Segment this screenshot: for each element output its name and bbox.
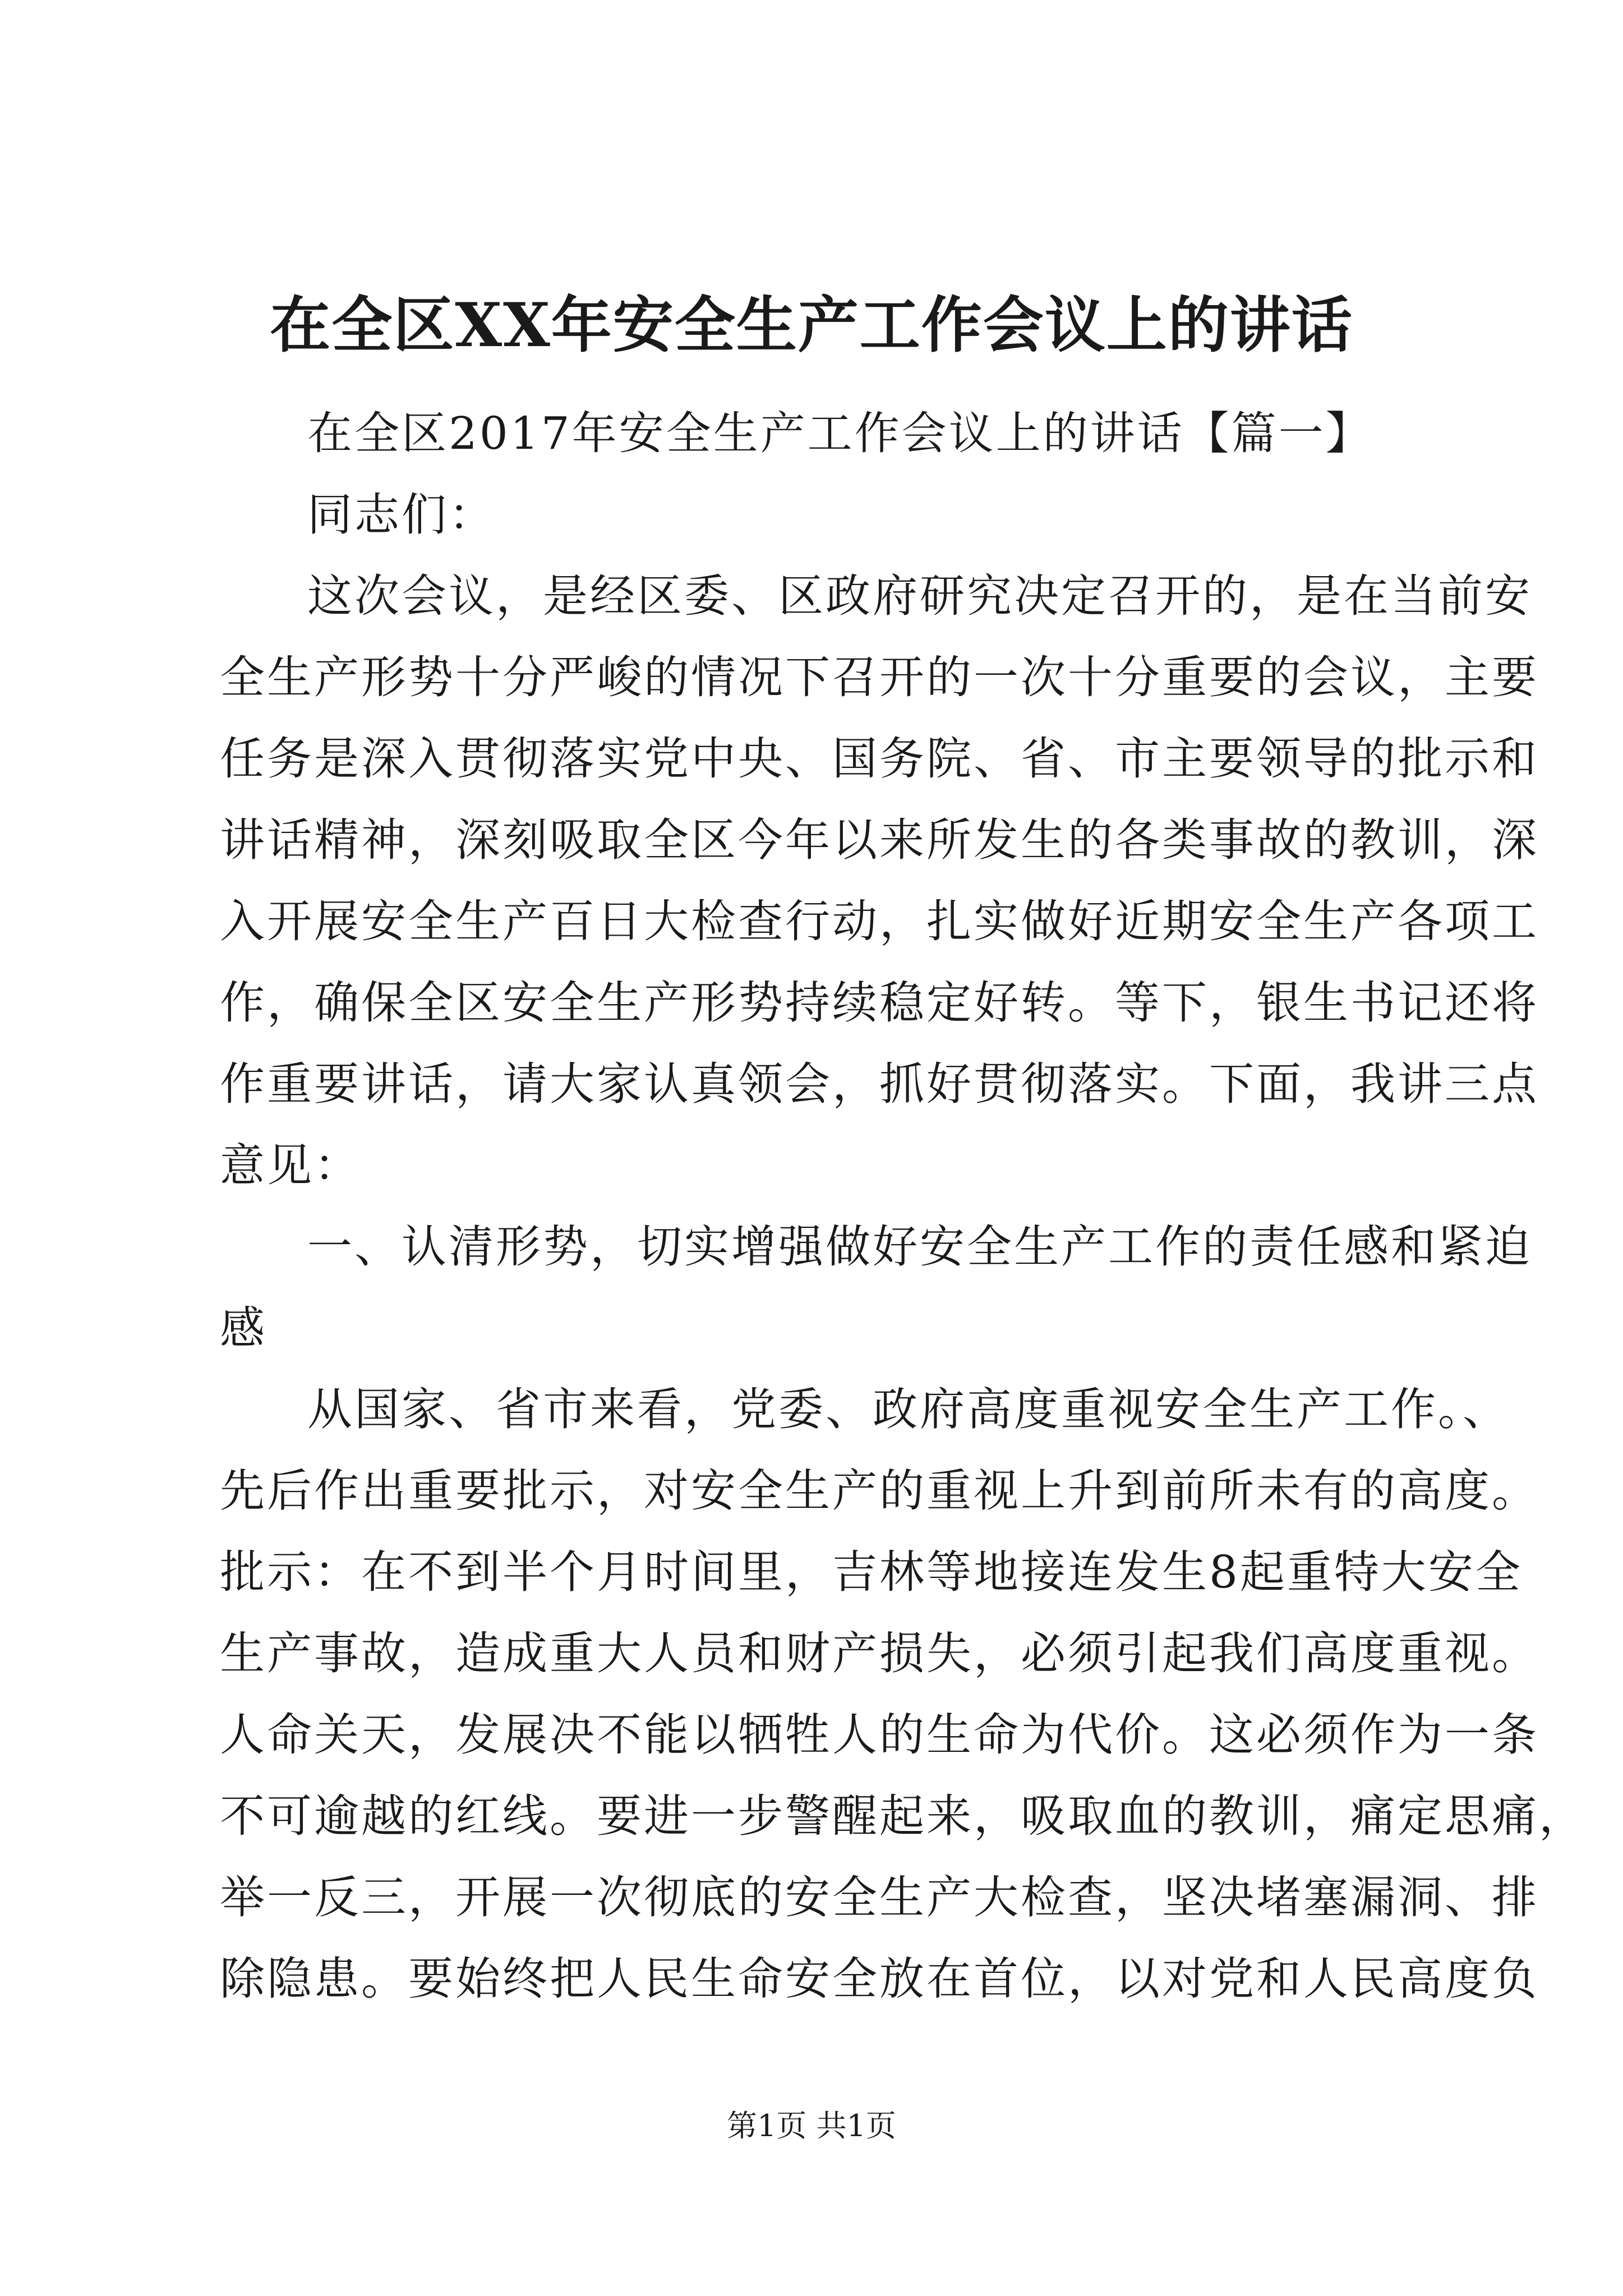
section-heading-line: 感 <box>220 1302 267 1354</box>
paragraph-line: 从国家、省市来看，党委、政府高度重视安全生产工作。、 <box>307 1383 1510 1435</box>
paragraph-line: 先后作出重要批示，对安全生产的重视上升到前所未有的高度。 <box>220 1465 1539 1517</box>
paragraph-line: 作重要讲话，请大家认真领会，抓好贯彻落实。下面，我讲三点 <box>220 1058 1539 1110</box>
paragraph-line: 意见： <box>220 1139 361 1191</box>
subtitle-line: 在全区2017年安全生产工作会议上的讲话【篇一】 <box>307 407 1373 459</box>
paragraph-line: 不可逾越的红线。要进一步警醒起来，吸取血的教训，痛定思痛， <box>220 1790 1586 1842</box>
section-heading-line: 一、认清形势，切实增强做好安全生产工作的责任感和紧迫 <box>307 1221 1532 1273</box>
paragraph-line: 讲话精神，深刻吸取全区今年以来所发生的各类事故的教训，深 <box>220 814 1539 866</box>
paragraph-line: 除隐患。要始终把人民生命安全放在首位，以对党和人民高度负 <box>220 1953 1539 2005</box>
page-footer: 第1页 共1页 <box>727 2108 896 2143</box>
paragraph-line: 批示：在不到半个月时间里，吉林等地接连发生8起重特大安全 <box>220 1546 1523 1598</box>
paragraph-line: 入开展安全生产百日大检查行动，扎实做好近期安全生产各项工 <box>220 895 1539 947</box>
paragraph-line: 这次会议，是经区委、区政府研究决定召开的，是在当前安 <box>307 570 1532 622</box>
paragraph-line: 作，确保全区安全生产形势持续稳定好转。等下，银生书记还将 <box>220 977 1539 1029</box>
paragraph-line: 人命关天，发展决不能以牺牲人的生命为代价。这必须作为一条 <box>220 1709 1539 1761</box>
paragraph-line: 生产事故，造成重大人员和财产损失，必须引起我们高度重视。 <box>220 1627 1539 1680</box>
paragraph-line: 任务是深入贯彻落实党中央、国务院、省、市主要领导的批示和 <box>220 733 1539 785</box>
paragraph-line: 举一反三，开展一次彻底的安全生产大检查，坚决堵塞漏洞、排 <box>220 1871 1539 1924</box>
salutation-line: 同志们： <box>307 489 496 541</box>
document-title: 在全区XX年安全生产工作会议上的讲话 <box>270 290 1353 361</box>
document-body <box>220 393 1586 2019</box>
paragraph-line: 全生产形势十分严峻的情况下召开的一次十分重要的会议，主要 <box>220 651 1539 703</box>
